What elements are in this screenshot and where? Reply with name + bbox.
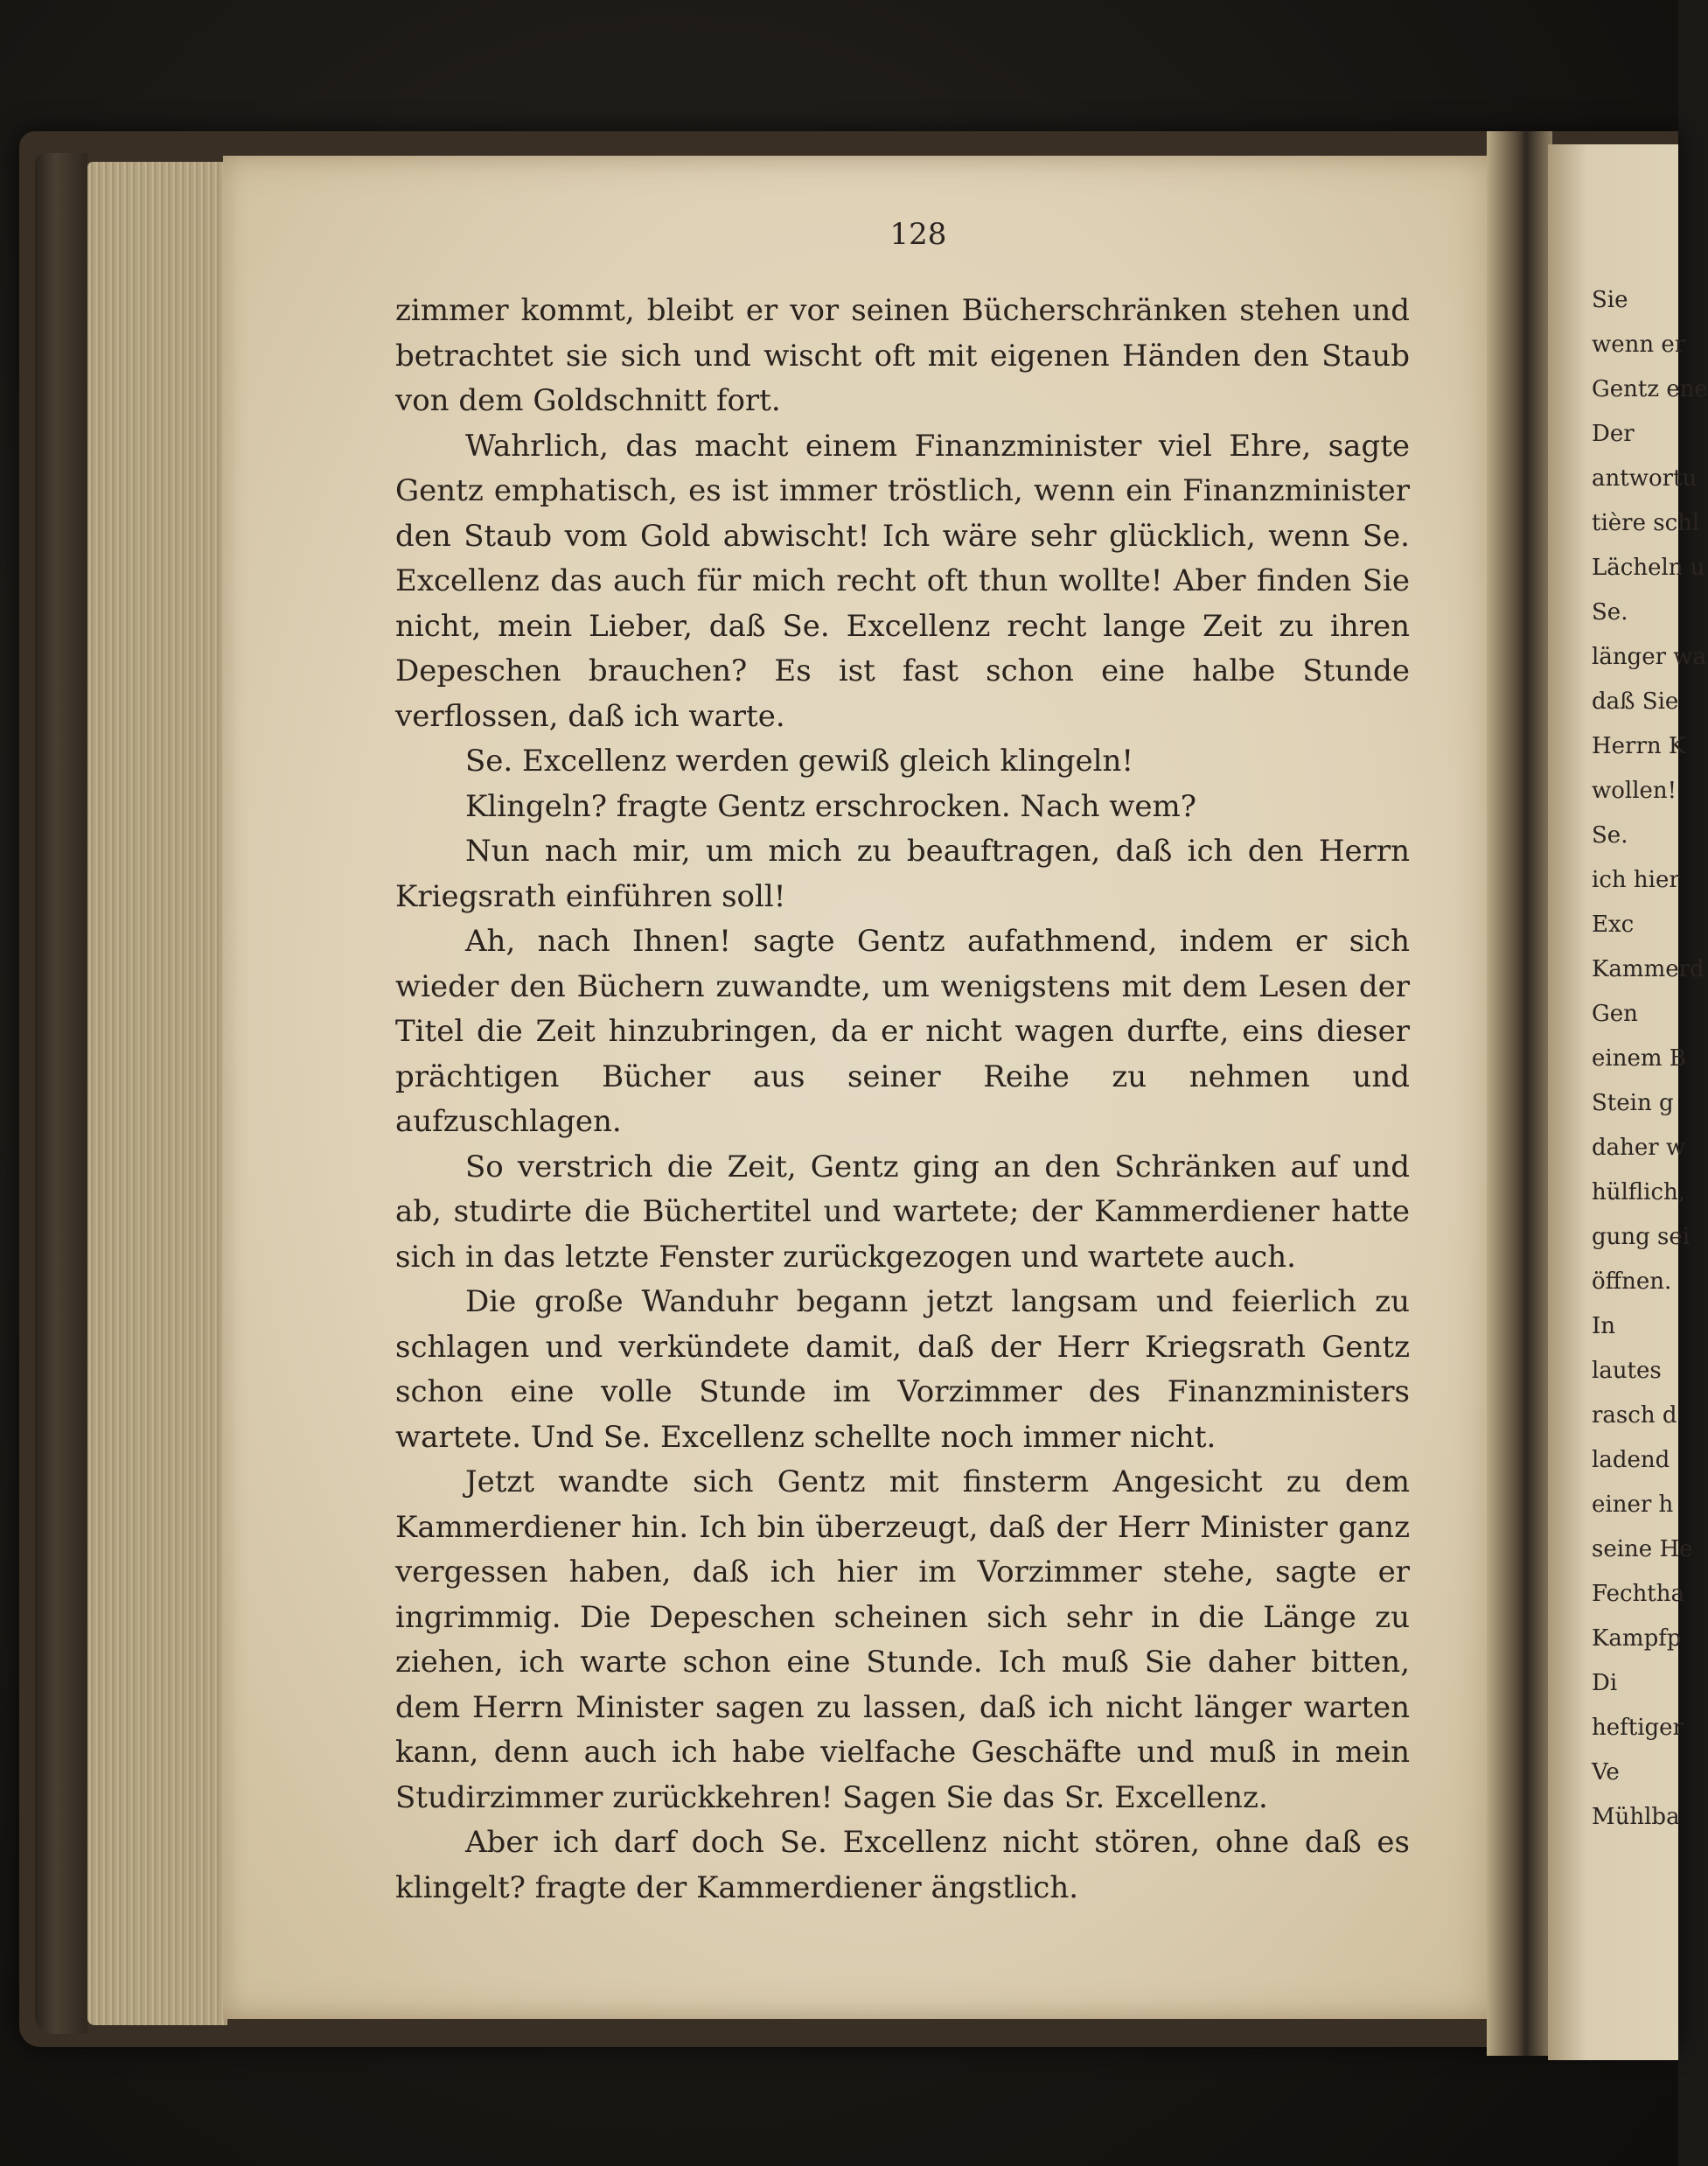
facing-line: Fechtha (1592, 1581, 1685, 1607)
facing-line: Der (1592, 421, 1635, 447)
facing-line: Kammerd (1592, 956, 1705, 982)
paragraph: So verstrich die Zeit, Gentz ging an den Schränken auf und ab, studirte die Büchertitel und wartete; der Kammerdiener hatte sich in das letzte Fenster zurückgezogen und wartete auch. (395, 1149, 1410, 1275)
facing-line: Gen (1592, 1001, 1638, 1027)
page-body-text (395, 289, 1410, 1911)
facing-line: Gentz ene (1592, 376, 1708, 402)
facing-line: öffnen. (1592, 1268, 1672, 1295)
facing-line: Stein g (1592, 1090, 1674, 1116)
facing-line: Se. (1592, 822, 1628, 849)
paragraph: Se. Excellenz werden gewiß gleich klingeln! (465, 744, 1134, 779)
paragraph: zimmer kommt, bleibt er vor seinen Bücherschränken stehen und betrachtet sie sich und wischt oft mit eigenen Händen den Staub von dem Goldschnitt fort. (395, 293, 1410, 418)
facing-line: Ve (1592, 1759, 1620, 1785)
facing-line: ich hier (1592, 867, 1680, 893)
book-gutter (1487, 131, 1552, 2056)
facing-line: wollen! (1592, 778, 1677, 804)
facing-line: In (1592, 1313, 1616, 1339)
facing-line: daß Sie (1592, 688, 1679, 715)
facing-line: länger wa (1592, 644, 1707, 670)
facing-line: Di (1592, 1670, 1618, 1696)
facing-line: hülflich, (1592, 1179, 1686, 1205)
facing-page-text (1592, 278, 1708, 1840)
book-spine-edge (35, 153, 87, 2034)
paragraph: Aber ich darf doch Se. Excellenz nicht stören, ohne daß es klingelt? fragte der Kammerdiener ängstlich. (395, 1825, 1410, 1905)
facing-line: Exc (1592, 912, 1635, 938)
facing-line: Sie (1592, 287, 1628, 313)
facing-line: Mühlba (1592, 1804, 1680, 1830)
facing-line: Se. (1592, 599, 1628, 625)
facing-line: heftiger (1592, 1715, 1684, 1741)
facing-line: Lächeln u (1592, 555, 1705, 581)
facing-line: einer h (1592, 1492, 1674, 1518)
paragraph: Jetzt wandte sich Gentz mit finsterm Angesicht zu dem Kammerdiener hin. Ich bin überzeugt, daß der Herr Minister ganz vergessen haben, daß ich hier im Vorzimmer stehe, sagte er ingrimmig. Die Depeschen scheinen sich sehr in die Länge zu ziehen, ich warte schon eine Stunde. Ich muß Sie daher bitten, dem Herrn Minister sagen zu lassen, daß ich nicht länger warten kann, denn auch ich habe vielfache Geschäfte und muß in mein Studirzimmer zurückkehren! Sagen Sie das Sr. Excellenz. (395, 1464, 1410, 1815)
facing-line: ladend (1592, 1447, 1670, 1473)
facing-line: wenn er (1592, 332, 1686, 358)
facing-line: rasch d (1592, 1402, 1677, 1429)
paragraph: Klingeln? fragte Gentz erschrocken. Nach wem? (465, 788, 1196, 824)
facing-line: Kampfp (1592, 1625, 1682, 1652)
paragraph: Die große Wanduhr begann jetzt langsam und feierlich zu schlagen und verkündete damit, daß der Herr Kriegsrath Gentz schon eine volle Stunde im Vorzimmer des Finanzministers wartete. Und Se. Excellenz schellte noch immer nicht. (395, 1284, 1410, 1455)
paragraph: Ah, nach Ihnen! sagte Gentz aufathmend, indem er sich wieder den Büchern zuwandte, um wenigstens mit dem Lesen der Titel die Zeit hinzubringen, da er nicht wagen durfte, eins dieser prächtigen Bücher aus seiner Reihe zu nehmen und aufzuschlagen. (395, 924, 1410, 1139)
page-number: 128 (889, 217, 947, 252)
facing-line: Herrn K (1592, 733, 1686, 759)
paragraph: Wahrlich, das macht einem Finanzminister viel Ehre, sagte Gentz emphatisch, es ist immer tröstlich, wenn ein Finanzminister den Staub vom Gold abwischt! Ich wäre sehr glücklich, wenn Se. Excellenz das auch für mich recht oft thun wollte! Aber finden Sie nicht, mein Lieber, daß Se. Excellenz recht lange Zeit zu ihren Depeschen brauchen? Es ist fast schon eine halbe Stunde verflossen, daß ich warte. (395, 428, 1410, 734)
facing-line: seine He (1592, 1536, 1693, 1562)
facing-line: lautes (1592, 1358, 1662, 1384)
facing-line: gung sei (1592, 1224, 1691, 1250)
facing-line: daher w (1592, 1135, 1686, 1161)
page-edges (87, 162, 227, 2025)
facing-line: antwortu (1592, 465, 1698, 492)
paragraph: Nun nach mir, um mich zu beauftragen, daß ich den Herrn Kriegsrath einführen soll! (395, 834, 1410, 914)
facing-line: einem B (1592, 1045, 1686, 1072)
facing-line: tière schl (1592, 510, 1700, 536)
